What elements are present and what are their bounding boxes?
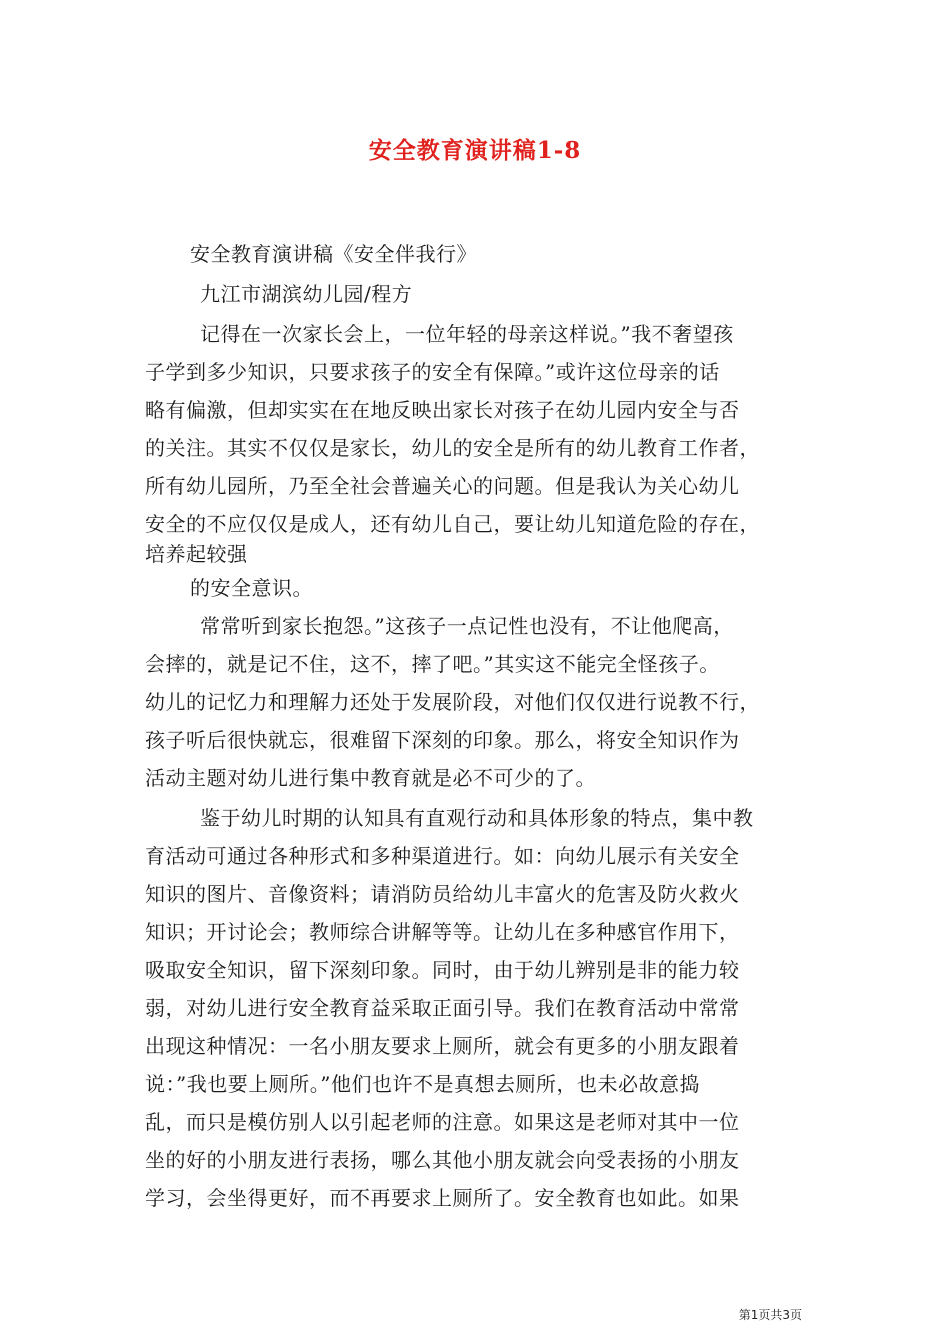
paragraph-line: 弱，对幼儿进行安全教育益采取正面引导。我们在教育活动中常常 xyxy=(145,996,740,1020)
paragraph-line: 培养起较强 xyxy=(145,542,248,566)
paragraph-line: 安全的不应仅仅是成人，还有幼儿自己，要让幼儿知道危险的存在， xyxy=(145,512,760,536)
paragraph-line: 知识；开讨论会；教师综合讲解等等。让幼儿在多种感官作用下， xyxy=(145,920,740,944)
paragraph-line: 会摔的，就是记不住，这不，摔了吧。”其实这不能完全怪孩子。 xyxy=(145,652,720,676)
page-number-footer: 第1页共3页 xyxy=(738,1308,802,1322)
author-line: 九江市湖滨幼儿园/程方 xyxy=(200,282,413,306)
paragraph-line: 常常听到家长抱怨。”这孩子一点记性也没有，不让他爬高， xyxy=(200,614,734,638)
paragraph-line: 坐的好的小朋友进行表扬，哪么其他小朋友就会向受表扬的小朋友 xyxy=(145,1148,740,1172)
paragraph-line: 子学到多少知识，只要求孩子的安全有保障。”或许这位母亲的话 xyxy=(145,360,720,384)
paragraph-line: 出现这种情况：一名小朋友要求上厕所，就会有更多的小朋友跟着 xyxy=(145,1034,740,1058)
paragraph-line: 记得在一次家长会上，一位年轻的母亲这样说。”我不奢望孩 xyxy=(200,322,734,346)
document-title: 安全教育演讲稿1-8 xyxy=(368,137,582,164)
paragraph-line: 学习，会坐得更好，而不再要求上厕所了。安全教育也如此。如果 xyxy=(145,1186,740,1210)
paragraph-line: 鉴于幼儿时期的认知具有直观行动和具体形象的特点，集中教 xyxy=(200,806,754,830)
paragraph-line: 知识的图片、音像资料；请消防员给幼儿丰富火的危害及防火救火 xyxy=(145,882,740,906)
paragraph-line: 幼儿的记忆力和理解力还处于发展阶段，对他们仅仅进行说教不行， xyxy=(145,690,760,714)
paragraph-line: 孩子听后很快就忘，很难留下深刻的印象。那么，将安全知识作为 xyxy=(145,728,740,752)
paragraph-line: 说：”我也要上厕所。”他们也许不是真想去厕所，也未必故意捣 xyxy=(145,1072,700,1096)
paragraph-line: 略有偏激，但却实实在在地反映出家长对孩子在幼儿园内安全与否 xyxy=(145,398,740,422)
paragraph-line: 活动主题对幼儿进行集中教育就是必不可少的了。 xyxy=(145,766,596,790)
paragraph-line: 育活动可通过各种形式和多种渠道进行。如：向幼儿展示有关安全 xyxy=(145,844,740,868)
paragraph-line: 的安全意识。 xyxy=(190,576,313,600)
paragraph-line: 吸取安全知识，留下深刻印象。同时，由于幼儿辨别是非的能力较 xyxy=(145,958,740,982)
paragraph-line: 乱，而只是模仿别人以引起老师的注意。如果这是老师对其中一位 xyxy=(145,1110,740,1134)
paragraph-line: 的关注。其实不仅仅是家长，幼儿的安全是所有的幼儿教育工作者， xyxy=(145,436,760,460)
speech-title-line: 安全教育演讲稿《安全伴我行》 xyxy=(190,242,477,266)
paragraph-line: 所有幼儿园所，乃至全社会普遍关心的问题。但是我认为关心幼儿 xyxy=(145,474,740,498)
